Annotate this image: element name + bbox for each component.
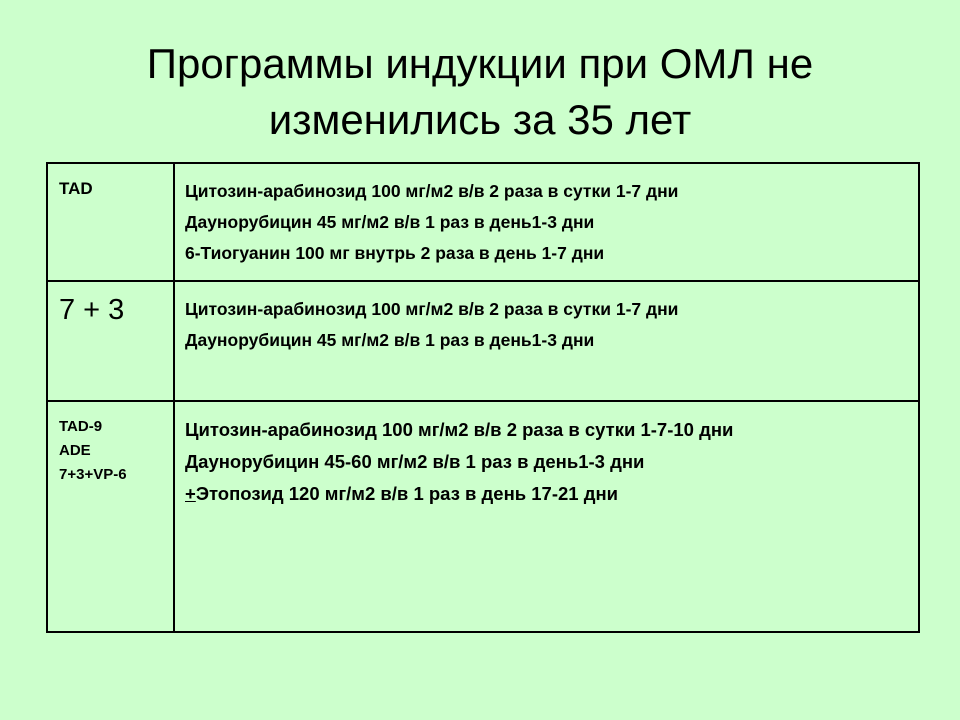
slide-title-line-1: Программы индукции при ОМЛ не	[146, 40, 814, 87]
optional-plus-marker: +	[185, 483, 196, 504]
regimen-name: 7 + 3	[59, 294, 125, 326]
regimen-drugs-cell	[174, 401, 919, 632]
table-row-7-3	[47, 281, 919, 401]
regimen-name: TAD	[59, 179, 93, 198]
drug-line: Цитозин-арабинозид 100 мг/м2 в/в 2 раза в сутки 1-7 дни	[185, 299, 679, 319]
drug-line: 6-Тиогуанин 100 мг внутрь 2 раза в день 1-7 дни	[185, 243, 605, 263]
regimen-name: ADE	[59, 442, 91, 459]
slide-title	[60, 36, 900, 148]
drug-line: Цитозин-арабинозид 100 мг/м2 в/в 2 раза в сутки 1-7-10 дни	[185, 419, 734, 440]
regimen-name-cell	[47, 401, 174, 632]
regimen-name-cell	[47, 281, 174, 401]
drug-line: Даунорубицин 45-60 мг/м2 в/в 1 раз в день1-3 дни	[185, 451, 645, 472]
drug-line: Даунорубицин 45 мг/м2 в/в 1 раз в день1-3 дни	[185, 330, 595, 350]
regimen-table	[46, 162, 920, 633]
drug-line-text: Этопозид 120 мг/м2 в/в 1 раз в день 17-21 дни	[195, 483, 619, 504]
drug-line: Цитозин-арабинозид 100 мг/м2 в/в 2 раза в сутки 1-7 дни	[185, 181, 679, 201]
regimen-drugs-cell	[174, 163, 919, 281]
slide-title-line-2: изменились за 35 лет	[268, 96, 692, 143]
regimen-name: 7+3+VP-6	[59, 466, 127, 483]
regimen-name: TAD-9	[59, 418, 103, 435]
table-row-tad9-ade	[47, 401, 919, 632]
regimen-name-cell	[47, 163, 174, 281]
regimen-drugs-cell	[174, 281, 919, 401]
drug-line-optional	[185, 478, 918, 510]
drug-line: Даунорубицин 45 мг/м2 в/в 1 раз в день1-3 дни	[185, 212, 595, 232]
table-row-tad	[47, 163, 919, 281]
